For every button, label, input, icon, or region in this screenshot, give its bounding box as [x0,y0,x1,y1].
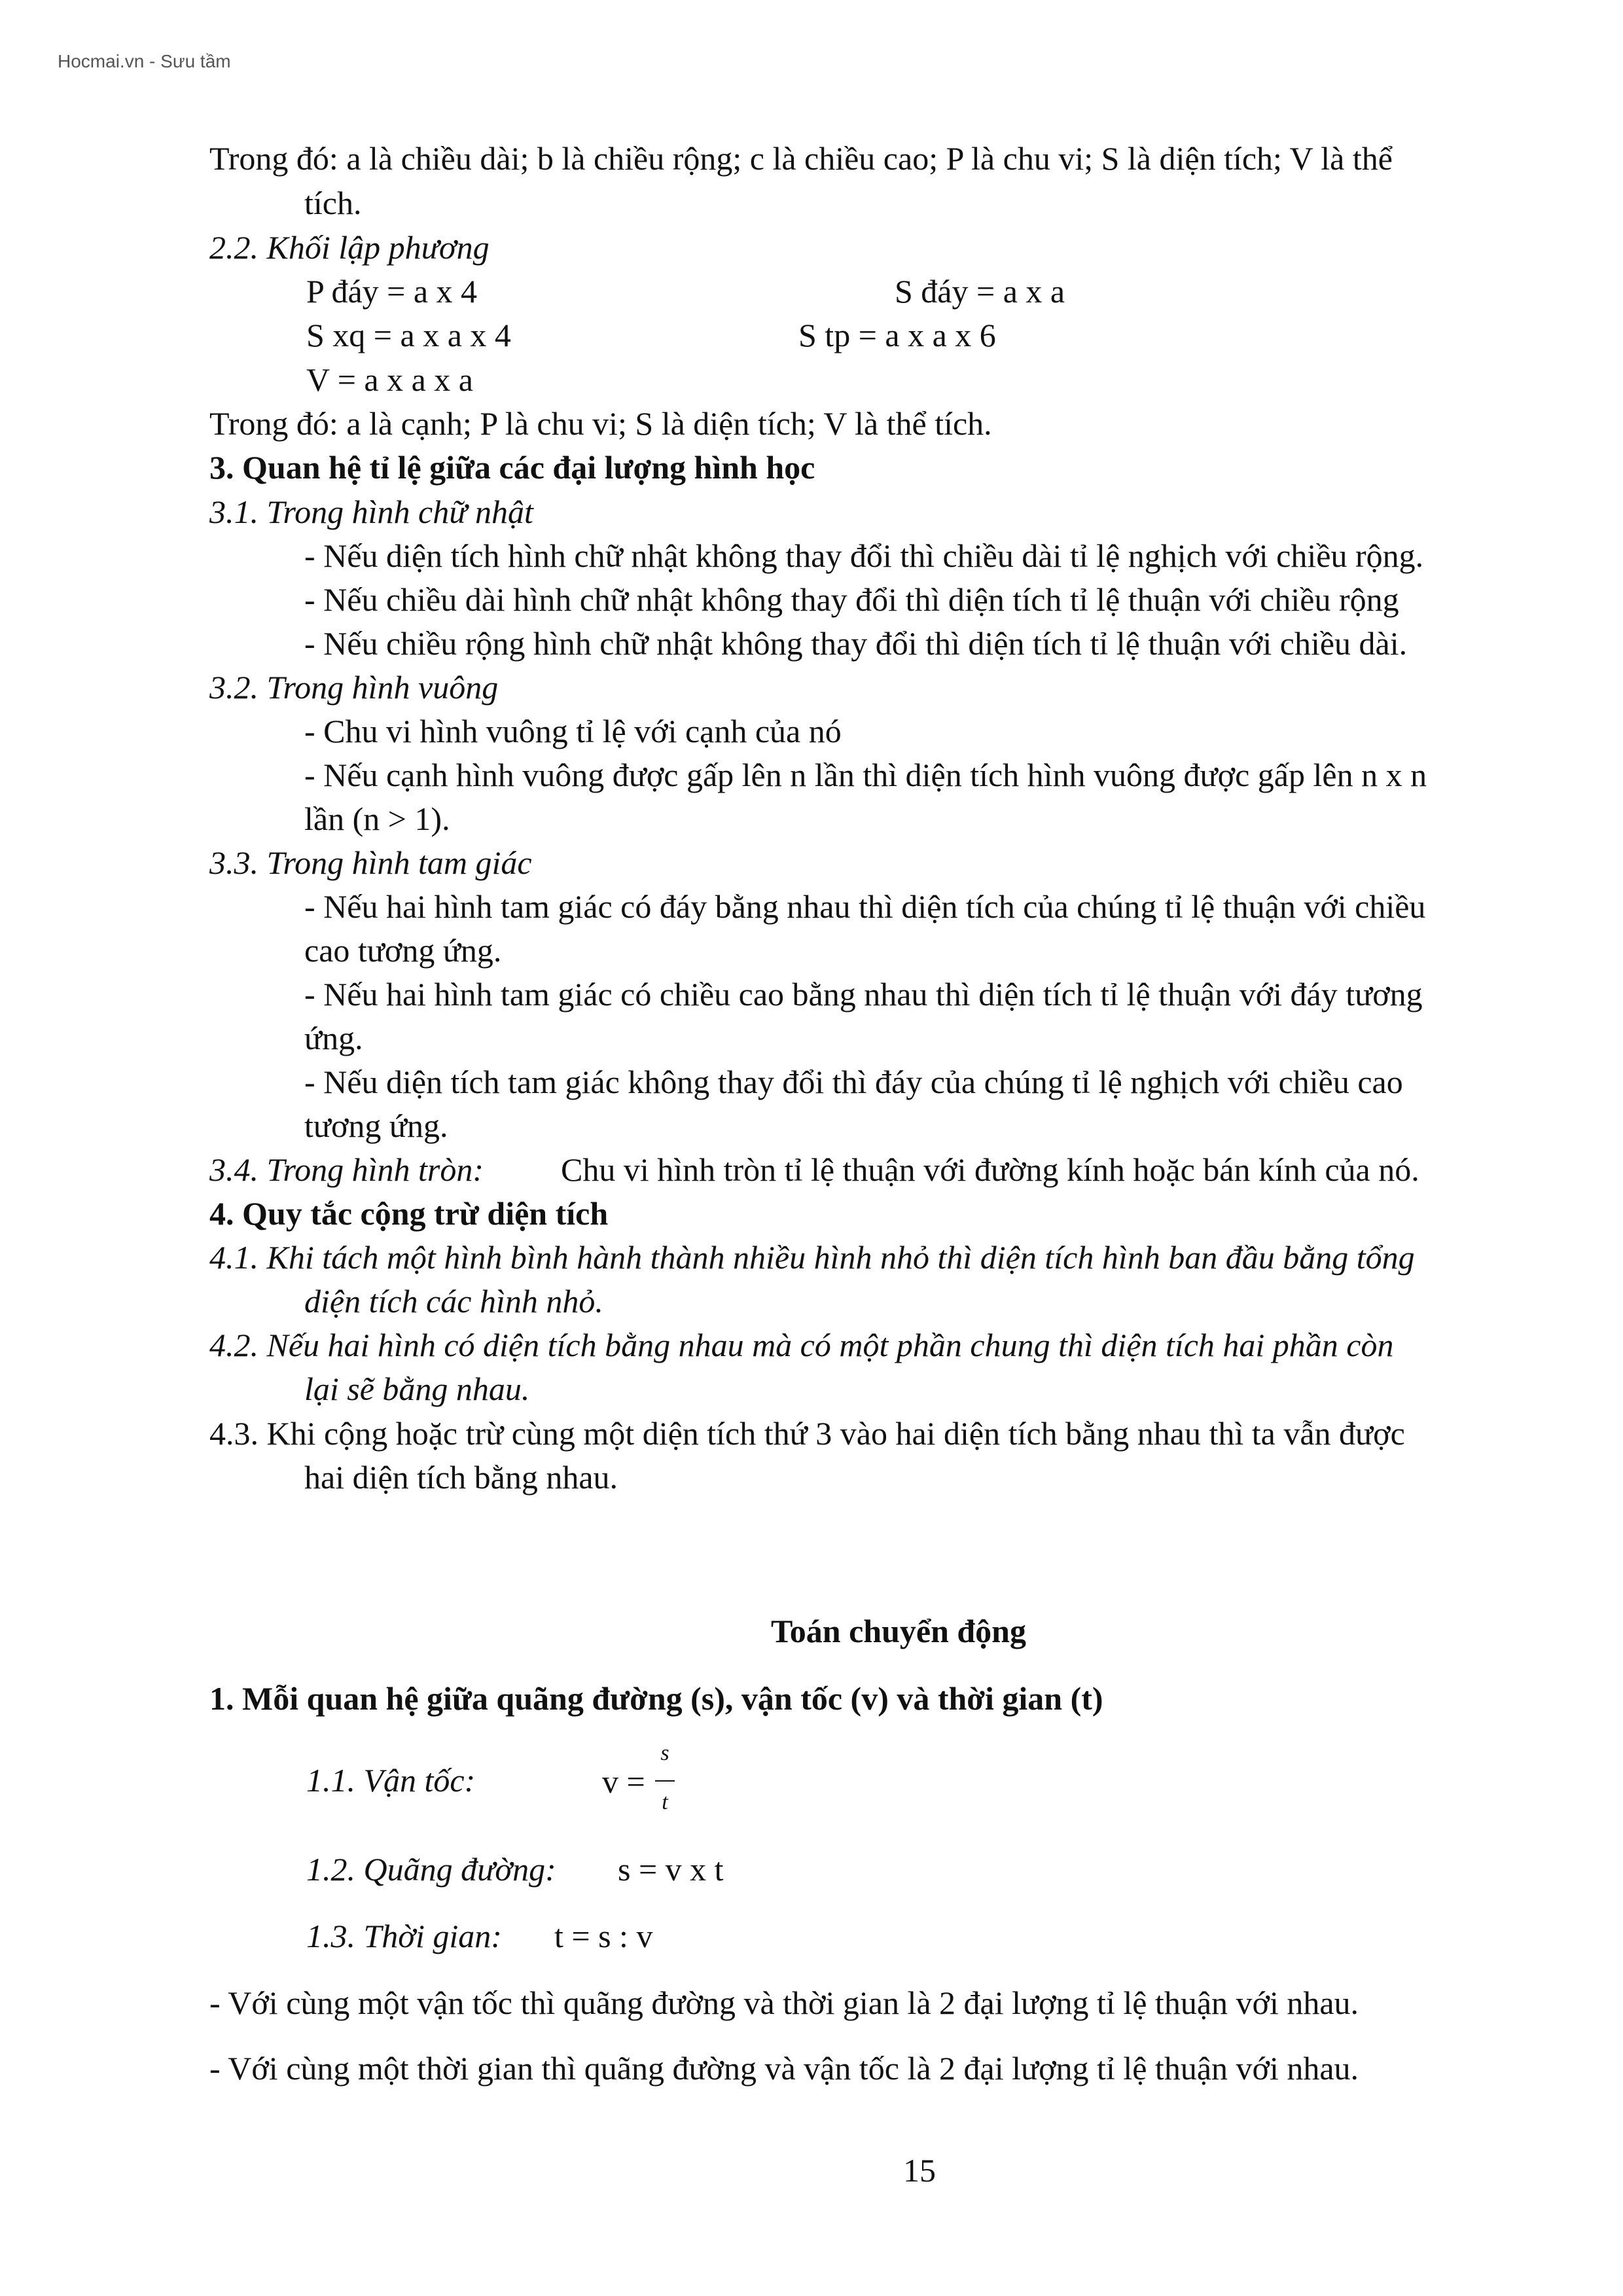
subheading-circle: 3.4. Trong hình tròn: [209,1151,484,1188]
formula-distance: s = v x t [618,1851,724,1888]
formula-label-time: 1.3. Thời gian: [306,1918,502,1954]
formula-lateral-area: S xq = a x a x 4 [306,317,511,353]
bullet-line: ứng. [304,1020,363,1056]
rule-line: 4.1. Khi tách một hình bình hành thành nhiều hình nhỏ thì diện tích hình ban đầu bằng tổng [209,1239,1415,1276]
section-heading: 3. Quan hệ tỉ lệ giữa các đại lượng hình học [209,449,815,486]
subheading: 3.3. Trong hình tam giác [209,844,532,881]
bullet-line: - Nếu chiều dài hình chữ nhật không thay đổi thì diện tích tỉ lệ thuận với chiều rộng [304,581,1399,618]
note-line: - Với cùng một thời gian thì quãng đường và vận tốc là 2 đại lượng tỉ lệ thuận với nhau. [209,2050,1359,2087]
rule-line: hai diện tích bằng nhau. [304,1459,618,1496]
subheading: 3.2. Trong hình vuông [209,669,499,706]
bullet-line: lần (n > 1). [304,800,450,837]
formula-label-distance: 1.2. Quãng đường: [306,1851,556,1888]
formula-volume: V = a x a x a [306,361,473,398]
paragraph-line: Chu vi hình tròn tỉ lệ thuận với đường kính hoặc bán kính của nó. [561,1151,1419,1188]
bullet-line: - Nếu hai hình tam giác có đáy bằng nhau thì diện tích của chúng tỉ lệ thuận với chiều [304,888,1426,925]
note-line: - Với cùng một vận tốc thì quãng đường và thời gian là 2 đại lượng tỉ lệ thuận với nhau. [209,1984,1359,2021]
rule-line: lại sẽ bằng nhau. [304,1371,530,1407]
subheading: 3.1. Trong hình chữ nhật [209,493,533,530]
bullet-line: - Nếu cạnh hình vuông được gấp lên n lần thì diện tích hình vuông được gấp lên n x n [304,757,1427,793]
watermark: Hocmai.vn - Sưu tầm [58,51,231,71]
section-heading: 1. Mỗi quan hệ giữa quãng đường (s), vận tốc (v) và thời gian (t) [209,1680,1103,1717]
section-heading: 4. Quy tắc cộng trừ diện tích [209,1195,609,1232]
bullet-line: cao tương ứng. [304,932,502,969]
bullet-line: - Nếu chiều rộng hình chữ nhật không thay đổi thì diện tích tỉ lệ thuận với chiều dài. [304,625,1408,662]
fraction-denominator: t [662,1790,668,1814]
formula-perimeter-base: P đáy = a x 4 [306,273,478,310]
paragraph-line: Trong đó: a là chiều dài; b là chiều rộng; c là chiều cao; P là chu vi; S là diện tích; V là thể [209,140,1393,177]
bullet-line: - Nếu hai hình tam giác có chiều cao bằng nhau thì diện tích tỉ lệ thuận với đáy tương [304,976,1423,1013]
formula-total-area: S tp = a x a x 6 [798,317,996,353]
page-title: Toán chuyển động [771,1613,1026,1649]
page-number: 15 [903,2152,936,2189]
bullet-line: - Nếu diện tích tam giác không thay đổi thì đáy của chúng tỉ lệ nghịch với chiều cao [304,1064,1403,1100]
formula-time: t = s : v [554,1918,653,1954]
fraction-bar [655,1780,675,1782]
paragraph-line: Trong đó: a là cạnh; P là chu vi; S là diện tích; V là thể tích. [209,405,992,442]
bullet-line: tương ứng. [304,1107,448,1144]
subheading-cube: 2.2. Khối lập phương [209,229,490,266]
paragraph-line: tích. [304,185,362,221]
formula-area-base: S đáy = a x a [895,273,1065,310]
formula-label-velocity: 1.1. Vận tốc: [306,1762,476,1799]
formula-velocity-lhs: v = [602,1763,645,1800]
rule-line: diện tích các hình nhỏ. [304,1283,603,1319]
bullet-line: - Chu vi hình vuông tỉ lệ với cạnh của nó [304,713,842,749]
fraction-numerator: s [660,1741,669,1765]
rule-line: 4.3. Khi cộng hoặc trừ cùng một diện tích thứ 3 vào hai diện tích bằng nhau thì ta vẫn được [209,1415,1405,1452]
rule-line: 4.2. Nếu hai hình có diện tích bằng nhau mà có một phần chung thì diện tích hai phần còn [209,1327,1394,1363]
bullet-line: - Nếu diện tích hình chữ nhật không thay đổi thì chiều dài tỉ lệ nghịch với chiều rộng. [304,537,1424,574]
